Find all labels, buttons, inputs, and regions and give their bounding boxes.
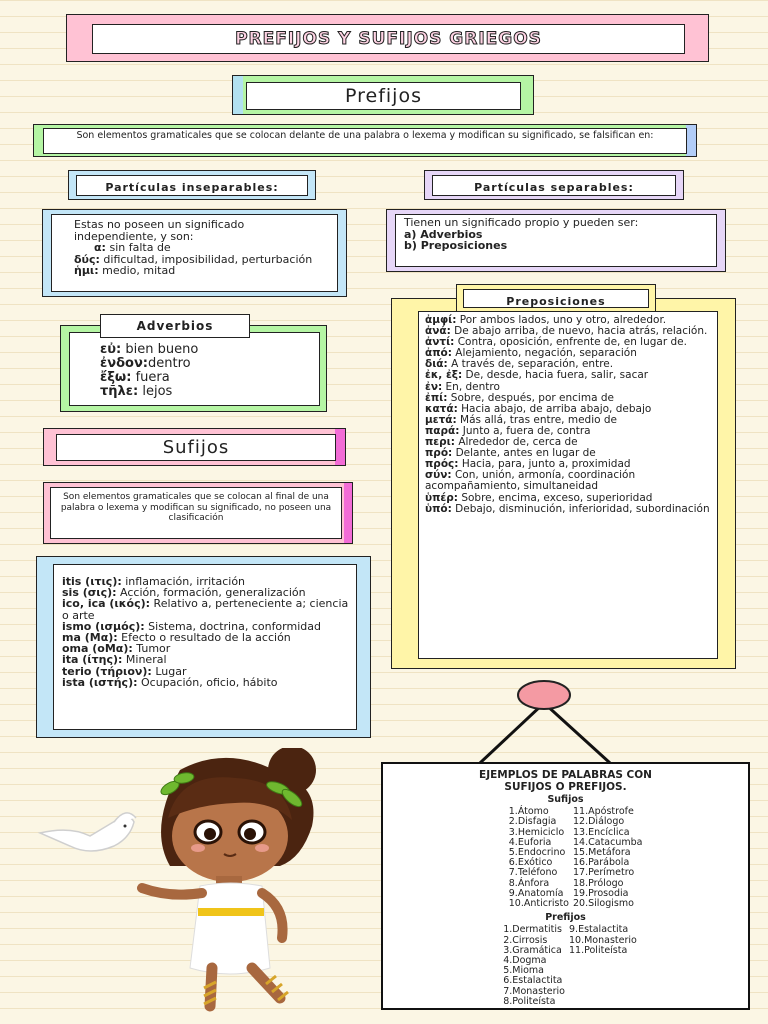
sufijo-item: terio (τήριον): Lugar [62,664,187,678]
preposicion-item: μετά: Más allá, tras entre, medio de [425,413,617,426]
preposicion-item: ἀμφί: Por ambos lados, uno y otro, alrededor. [425,314,667,326]
ejemplos-sufijos-col [383,807,573,909]
separables-intro: Tienen un significado propio y pueden ser: [404,216,639,229]
ejemplo-item: 1.Dermatitis [503,924,562,936]
sufijo-item: itis (ιτις): inflamación, irritación [62,575,246,588]
ejemplo-item: 4.Euforia [508,836,552,848]
ejemplo-item: 7.Teléfono [508,867,558,879]
ejemplo-item: 3.Hemiciclo [508,826,565,838]
preposicion-item: ἐπί: Sobre, después, por encima de [425,391,614,404]
ejemplo-item: 6.Estalactita [503,975,563,987]
greek-girl-illustration [30,748,350,1018]
ejemplo-item: 2.Disfagia [508,816,557,828]
separables-box [386,209,726,272]
adverbio-item: εὐ: bien bueno [100,342,199,357]
ejemplos-box [381,762,750,1010]
ejemplo-item: 7.Monasterio [503,985,565,997]
adverbios-heading-box [100,314,250,338]
preposicion-item: παρά: Junto a, fuera de, contra [425,424,591,437]
ejemplo-item: 1.Átomo [508,806,549,818]
adverbio-item: ἔξω: fuera [100,370,170,385]
ejemplos-prefijos-label: Prefijos [545,912,586,924]
prefijos-heading: Prefijos [345,85,422,107]
ejemplo-item: 15.Metáfora [573,847,631,859]
prefijos-heading-box [232,75,534,115]
sufijos-intro-box [43,482,353,544]
ejemplo-item: 2.Cirrosis [503,934,548,946]
preposicion-item: ὑπέρ: Sobre, encima, exceso, superioridad [425,491,653,504]
ejemplo-item: 8.Ánfora [508,877,550,889]
ejemplos-prefijos-col [383,925,569,1007]
separables-item: a) Adverbios [404,227,483,241]
sufijo-item: ismo (ισμός): Sistema, doctrina, conformidad [62,619,321,633]
page-title: PREFIJOS Y SUFIJOS GRIEGOS [235,29,542,49]
adverbio-item: ἐνδον:dentro [100,356,191,371]
connector-graphic [460,675,640,767]
sufijos-intro: Son elementos gramaticales que se colocan al final de una palabra o lexema y modifican su significado, no poseen una clasificación [60,492,332,523]
ejemplo-item: 9.Anatomía [508,887,564,899]
preposicion-item: ἀπό: Alejamiento, negación, separación [425,347,637,360]
prefijos-intro: Son elementos gramaticales que se colocan delante de una palabra o lexema y modifican su significado, se falsifican en: [76,130,654,141]
ejemplo-item: 6.Exótico [508,857,553,869]
inseparables-heading: Partículas inseparables: [105,181,279,194]
inseparables-item: α: sin falta de [94,241,171,254]
ejemplo-item: 10.Anticristo [508,898,569,910]
ejemplo-item: 4.Dogma [503,955,547,967]
preposicion-item: ἐν: En, dentro [425,380,500,393]
ejemplo-item: 11.Politeísta [569,944,628,956]
preposiciones-box [391,298,736,669]
preposicion-item: κατά: Hacia abajo, de arriba abajo, debajo [425,402,652,415]
inseparables-item: ἡμι: medio, mitad [74,264,176,277]
preposicion-item: ἐκ, ἐξ: De, desde, hacia fuera, salir, sacar [425,369,649,382]
adverbios-box [60,325,327,412]
ejemplos-sufijos-label: Sufijos [547,794,584,805]
ejemplo-item: 3.Gramática [503,944,562,956]
separables-heading: Partículas separables: [474,181,634,194]
preposicion-item: πρό: Delante, antes en lugar de [425,447,596,460]
sufijos-heading-box [43,428,346,466]
preposicion-item: πρός: Hacia, para, junto a, proximidad [425,458,631,471]
title-banner [66,14,709,62]
ejemplo-item: 16.Parábola [573,857,630,869]
dove-icon [40,813,136,851]
inseparables-heading-box [68,170,316,200]
ejemplo-item: 14.Catacumba [573,836,643,848]
sufijo-item: ita (ίτης): Mineral [62,653,167,667]
ejemplo-item: 18.Prólogo [573,877,624,889]
inseparables-box [42,209,347,297]
ejemplo-item: 9.Estalactita [569,924,629,936]
ejemplo-item: 5.Endocrino [508,847,566,859]
preposiciones-heading: Preposiciones [506,295,606,308]
preposicion-item: ἀνά: De abajo arriba, de nuevo, hacia atrás, relación. [425,325,708,338]
sufijos-box [36,556,371,738]
ejemplos-sufijos-col [573,807,723,909]
ejemplo-item: 8.Politeísta [503,995,556,1007]
sufijo-item: ico, ica (ικός): Relativo a, perteneciente a; ciencia o arte [62,597,349,622]
inseparables-item: δύς: dificultad, imposibilidad, perturbación [74,252,313,266]
separables-item: b) Preposiciones [404,239,508,252]
ejemplo-item: 10.Monasterio [569,934,637,946]
adverbio-item: τῆλε: lejos [100,384,173,399]
preposicion-item: περι: Alrededor de, cerca de [425,436,578,449]
ejemplo-item: 19.Prosodia [573,887,629,899]
sufijo-item: ma (Μα): Efecto o resultado de la acción [62,631,291,645]
preposicion-item: ὑπό: Debajo, disminución, inferioridad, subordinación [425,502,710,515]
sufijo-item: ista (ιστής): Ocupación, oficio, hábito [62,675,278,689]
separables-heading-box [424,170,684,200]
preposicion-item: διά: A través de, separación, entre. [425,358,614,371]
sufijos-heading: Sufijos [162,437,230,458]
ejemplo-item: 17.Perímetro [573,867,635,879]
sufijo-item: sis (σις): Acción, formación, generalización [62,586,306,600]
adverbios-heading: Adverbios [136,319,214,333]
preposicion-item: σύν: Con, unión, armonía, coordinación acompañamiento, simultaneidad [425,469,636,493]
prefijos-intro-box [33,124,697,157]
preposicion-item: ἀντί: Contra, oposición, enfrente de, en lugar de. [425,336,687,349]
ejemplos-prefijos-col [569,925,719,1007]
ejemplo-item: 5.Mioma [503,965,544,977]
ejemplo-item: 13.Encíclica [573,826,630,838]
ejemplo-item: 11.Apóstrofe [573,806,634,818]
preposiciones-heading-box [456,284,656,312]
ejemplo-item: 12.Diálogo [573,816,625,828]
sufijo-item: oma (oΜα): Tumor [62,642,171,656]
ejemplo-item: 20.Silogismo [573,898,634,910]
inseparables-intro: Estas no poseen un significado independiente, y son: [74,218,245,243]
ejemplos-heading: EJEMPLOS DE PALABRAS CON SUFIJOS O PREFIJOS. [479,769,652,793]
